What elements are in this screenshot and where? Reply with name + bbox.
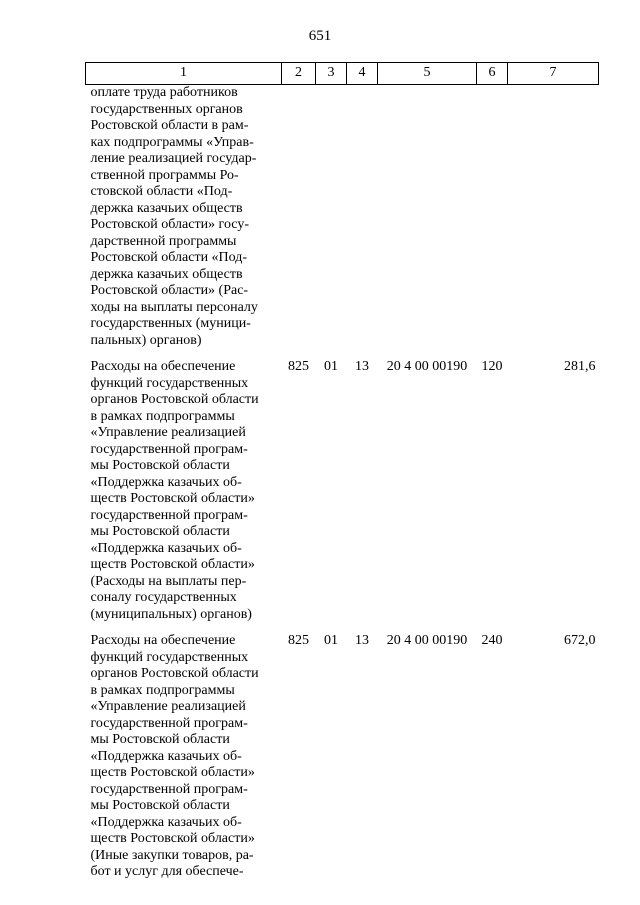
description-line: «Поддержка казачьих об- <box>90 540 242 556</box>
description-line: функций государственных <box>90 649 249 665</box>
column-header-2: 2 <box>282 63 316 85</box>
section-code-cell: 01 <box>324 359 338 374</box>
amount-cell: 281,6 <box>564 359 596 374</box>
column-header-7: 7 <box>508 63 599 85</box>
description-line: «Управление реализацией <box>90 425 246 440</box>
page-number: 651 <box>308 28 332 44</box>
table-row <box>86 85 599 350</box>
amount-cell <box>508 85 599 350</box>
description-line: «Управление реализацией <box>90 699 246 714</box>
description-line: (Расходы на выплаты пер- <box>90 573 247 589</box>
description-line: ках подпрограммы «Управ- <box>90 134 254 150</box>
description-line: органов Ростовской области <box>90 666 259 681</box>
description-line: мы Ростовской области <box>90 524 230 539</box>
description-line: государственных органов <box>90 101 243 117</box>
row-description <box>86 623 282 881</box>
description-line: ществ Ростовской области» <box>90 491 255 506</box>
subsection-code-cell <box>347 85 378 350</box>
description-line: ществ Ростовской области» <box>90 831 255 846</box>
description-line: органов Ростовской области <box>90 392 259 407</box>
row-description <box>86 85 282 350</box>
table-row <box>86 623 599 881</box>
ministry-code-cell: 825 <box>288 359 309 374</box>
column-header-1: 1 <box>86 63 282 85</box>
description-line: Ростовской области» (Рас- <box>90 283 249 298</box>
description-line: мы Ростовской области <box>90 458 230 473</box>
row-description <box>86 349 282 623</box>
column-header-3: 3 <box>316 63 347 85</box>
description-line: бот и услуг для обеспече- <box>90 864 244 879</box>
column-header-5: 5 <box>378 63 477 85</box>
description-line: ходы на выплаты персоналу <box>90 299 258 315</box>
section-code-cell <box>316 85 347 350</box>
description-line: государственной програм- <box>90 781 248 797</box>
description-line: функций государственных <box>90 375 249 391</box>
description-line: «Поддержка казачьих об- <box>90 474 242 490</box>
header-row <box>86 63 599 85</box>
description-line: Ростовской области в рам- <box>90 118 249 133</box>
target-article-cell <box>378 85 477 350</box>
description-line: держка казачьих обществ <box>90 200 243 216</box>
subsection-code-cell: 13 <box>355 633 369 648</box>
amount-cell: 672,0 <box>564 633 596 648</box>
description-line: дарственной программы <box>90 233 237 249</box>
description-line: мы Ростовской области <box>90 798 230 813</box>
description-line: ление реализацией государ- <box>90 151 257 166</box>
description-line: в рамках подпрограммы <box>90 682 235 698</box>
description-line: стовской области «Под- <box>90 184 233 199</box>
section-code-cell: 01 <box>324 633 338 648</box>
description-line: Ростовской области» госу- <box>90 217 249 232</box>
description-line: мы Ростовской области <box>90 732 230 747</box>
target-article-cell: 20 4 00 00190 <box>386 359 468 374</box>
ministry-code-cell <box>282 85 316 350</box>
column-header-4: 4 <box>347 63 378 85</box>
description-line: держка казачьих обществ <box>90 266 243 282</box>
description-line: соналу государственных <box>90 590 237 605</box>
description-line: Расходы на обеспечение <box>90 359 236 374</box>
target-article-cell: 20 4 00 00190 <box>386 633 468 648</box>
table-row <box>86 349 599 623</box>
description-line: государственной програм- <box>90 715 248 731</box>
column-header-6: 6 <box>477 63 508 85</box>
description-line: ственной программы Ро- <box>90 167 239 183</box>
description-line: «Поддержка казачьих об- <box>90 748 242 764</box>
ministry-code-cell: 825 <box>288 633 309 648</box>
description-line: ществ Ростовской области» <box>90 557 255 572</box>
description-line: пальных) органов) <box>90 332 202 348</box>
description-line: в рамках подпрограммы <box>90 408 235 424</box>
expense-type-cell: 120 <box>481 359 503 374</box>
expense-type-cell: 240 <box>481 633 503 648</box>
description-line: ществ Ростовской области» <box>90 765 255 780</box>
description-line: Расходы на обеспечение <box>90 633 236 648</box>
description-line: государственных (муници- <box>90 316 251 331</box>
description-line: государственной програм- <box>90 441 248 457</box>
subsection-code-cell: 13 <box>355 359 369 374</box>
description-line: оплате труда работников <box>90 85 238 100</box>
description-line: «Поддержка казачьих об- <box>90 814 242 830</box>
description-line: (Иные закупки товаров, ра- <box>90 847 254 863</box>
budget-table <box>85 62 599 881</box>
description-line: Ростовской области «Под- <box>90 250 248 265</box>
description-line: государственной програм- <box>90 507 248 523</box>
expense-type-cell <box>477 85 508 350</box>
description-line: (муниципальных) органов) <box>90 606 252 622</box>
